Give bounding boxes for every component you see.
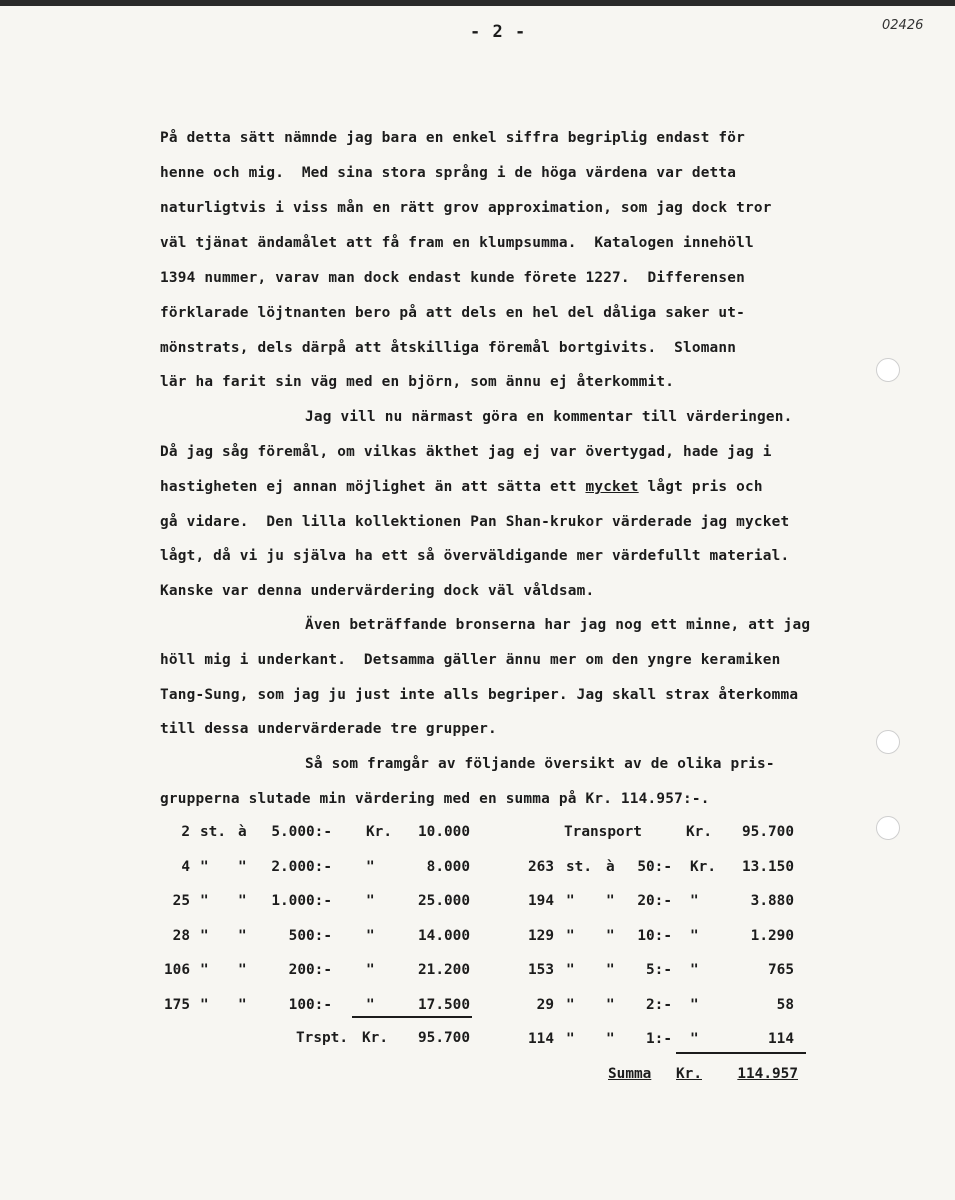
right-cur-cell: " [690, 996, 699, 1013]
left-count-cell: 4 [181, 858, 190, 875]
sum-label: Summa [608, 1066, 652, 1082]
right-count-cell: 263 [528, 858, 554, 875]
scan-edge [0, 0, 955, 6]
text-line: På detta sätt nämnde jag bara en enkel siffra begriplig endast för [160, 130, 746, 146]
left-price-cell: 1.000:- [271, 893, 332, 909]
right-at-cell: " [606, 927, 615, 944]
right-total-cell: 3.880 [750, 893, 794, 909]
right-transport-value: 95.700 [742, 824, 794, 840]
right-price-cell: 2:- [646, 996, 672, 1013]
left-total-label: Trspt. [296, 1030, 348, 1046]
left-cur-cell: " [366, 962, 375, 978]
right-total-cell: 13.150 [742, 858, 794, 875]
left-count-cell: 106 [164, 962, 190, 978]
left-count-cell: 25 [172, 893, 190, 909]
text-line: Tang-Sung, som jag ju just inte alls begriper. Jag skall strax återkomma [160, 687, 799, 703]
punch-hole [876, 730, 900, 754]
right-total-cell: 114 [768, 1031, 794, 1047]
left-price-cell: 5.000:- [271, 824, 332, 840]
right-at-cell: " [606, 893, 615, 909]
right-price-cell: 10:- [637, 927, 672, 944]
right-count-cell: 194 [528, 893, 554, 909]
right-total-cell: 58 [776, 996, 794, 1013]
text-line: lågt, då vi ju själva ha ett så överväldigande mer värdefullt material. [160, 548, 790, 564]
right-cur-cell: " [690, 927, 699, 944]
text-line: 1394 nummer, varav man dock endast kunde förete 1227. Differensen [160, 270, 746, 286]
left-unit-cell: " [200, 927, 209, 944]
text-line: förklarade löjtnanten bero på att dels en hel del dåliga saker ut- [160, 305, 746, 321]
right-count-cell: 129 [528, 927, 554, 944]
text-line: Så som framgår av följande översikt av de olika pris- [305, 756, 775, 772]
sum-value: 114.957 [737, 1066, 798, 1082]
right-at-cell: à [606, 858, 615, 875]
text-fragment: lågt pris och [638, 479, 763, 495]
left-total-cell: 17.500 [418, 996, 470, 1013]
right-total-rule [676, 1052, 806, 1054]
text-line: Jag vill nu närmast göra en kommentar till värderingen. [305, 409, 793, 425]
text-line: till dessa undervärderade tre grupper. [160, 721, 497, 737]
text-line: väl tjänat ändamålet att få fram en klumpsumma. Katalogen innehöll [160, 235, 754, 251]
right-at-cell: " [606, 996, 615, 1013]
left-price-cell: 100:- [288, 996, 332, 1013]
emphasized-word: mycket [585, 479, 639, 495]
left-count-cell: 28 [172, 927, 190, 944]
left-at-cell: à [238, 824, 247, 840]
left-unit-cell: " [200, 962, 209, 978]
left-total-cell: 21.200 [418, 962, 470, 978]
text-line: grupperna slutade min värdering med en summa på Kr. 114.957:-. [160, 791, 710, 807]
right-total-cell: 765 [768, 962, 794, 978]
left-unit-cell: " [200, 893, 209, 909]
left-cur-cell: " [366, 858, 375, 875]
right-total-cell: 1.290 [750, 927, 794, 944]
right-unit-cell: st. [566, 858, 592, 875]
left-total-value: 95.700 [418, 1030, 470, 1046]
left-at-cell: " [238, 893, 247, 909]
left-cur-cell: " [366, 996, 375, 1013]
left-unit-cell: st. [200, 824, 226, 840]
right-unit-cell: " [566, 893, 575, 909]
right-count-cell: 29 [536, 996, 554, 1013]
left-unit-cell: " [200, 996, 209, 1013]
right-price-cell: 5:- [646, 962, 672, 978]
right-cur-cell: " [690, 1031, 699, 1047]
text-line: höll mig i underkant. Detsamma gäller ännu mer om den yngre keramiken [160, 652, 781, 668]
right-transport-label: Transport [564, 824, 642, 840]
text-line: Även beträffande bronserna har jag nog ett minne, att jag [305, 617, 811, 633]
right-count-cell: 153 [528, 962, 554, 978]
right-transport-currency: Kr. [686, 824, 712, 840]
left-cur-cell: " [366, 927, 375, 944]
right-cur-cell: " [690, 962, 699, 978]
right-unit-cell: " [566, 962, 575, 978]
sum-currency: Kr. [676, 1066, 702, 1082]
text-fragment: hastigheten ej annan möjlighet än att sätta ett [160, 479, 586, 495]
text-line: Kanske var denna undervärdering dock väl våldsam. [160, 583, 595, 599]
left-count-cell: 175 [164, 996, 190, 1013]
left-count-cell: 2 [181, 824, 190, 840]
left-at-cell: " [238, 996, 247, 1013]
punch-hole [876, 358, 900, 382]
text-line: henne och mig. Med sina stora språng i de höga värdena var detta [160, 165, 737, 181]
right-price-cell: 20:- [637, 893, 672, 909]
left-price-cell: 500:- [288, 927, 332, 944]
text-line: naturligtvis i viss mån en rätt grov approximation, som jag dock tror [160, 200, 772, 216]
right-unit-cell: " [566, 996, 575, 1013]
page-number: - 2 - [470, 22, 527, 42]
punch-hole [876, 816, 900, 840]
text-line: Då jag såg föremål, om vilkas äkthet jag ej var övertygad, hade jag i [160, 444, 772, 460]
left-total-cell: 14.000 [418, 927, 470, 944]
right-count-cell: 114 [528, 1031, 554, 1047]
left-at-cell: " [238, 858, 247, 875]
text-line: gå vidare. Den lilla kollektionen Pan Shan-krukor värderade jag mycket [160, 514, 790, 530]
text-line [160, 479, 763, 495]
archive-number: 02426 [882, 18, 924, 33]
right-at-cell: " [606, 962, 615, 978]
left-total-cell: 10.000 [418, 824, 470, 840]
right-cur-cell: " [690, 893, 699, 909]
left-total-rule [352, 1016, 472, 1018]
left-at-cell: " [238, 962, 247, 978]
right-price-cell: 1:- [646, 1031, 672, 1047]
text-line: mönstrats, dels därpå att åtskilliga föremål bortgivits. Slomann [160, 340, 737, 356]
left-price-cell: 200:- [288, 962, 332, 978]
left-cur-cell: " [366, 893, 375, 909]
right-price-cell: 50:- [637, 858, 672, 875]
left-at-cell: " [238, 927, 247, 944]
left-total-cell: 8.000 [426, 858, 470, 875]
right-unit-cell: " [566, 927, 575, 944]
left-cur-cell: Kr. [366, 824, 392, 840]
text-line: lär ha farit sin väg med en björn, som ännu ej återkommit. [160, 374, 675, 390]
left-unit-cell: " [200, 858, 209, 875]
left-price-cell: 2.000:- [271, 858, 332, 875]
right-cur-cell: Kr. [690, 858, 716, 875]
left-total-cell: 25.000 [418, 893, 470, 909]
right-at-cell: " [606, 1031, 615, 1047]
left-total-currency: Kr. [362, 1030, 388, 1046]
right-unit-cell: " [566, 1031, 575, 1047]
